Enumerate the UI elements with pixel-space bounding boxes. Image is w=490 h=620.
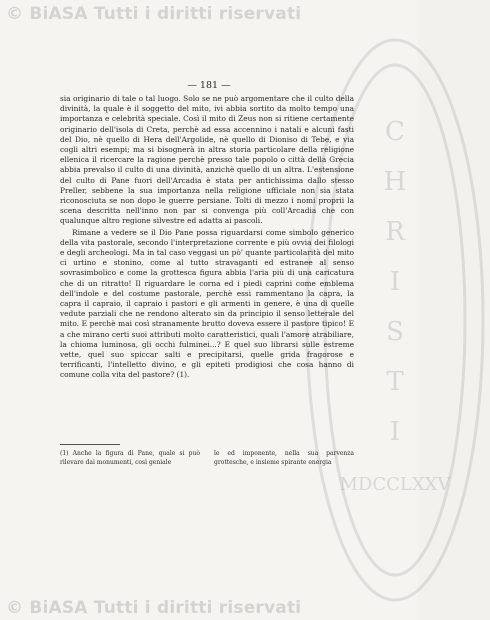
watermark-bottom: © BiASA Tutti i diritti riservati [6,598,302,618]
svg-text:T: T [386,367,404,397]
paragraph: Rimane a vedere se il Dio Pane possa riguardarsi come simbolo generico della vita pastorale, secondo l'interpretazione corrente e più ovvia dei filologi e degli archeologi. Ma in tal caso veggasi un pò' quante particolarità del mito ci urtino e stonino, come al tutto stravaganti ed estranee al senso sovrasimbolico e come la grottesca figura abbia l'aria più di una caricatura che di un ritratto! Il riguardare le corna ed i piedi caprini come emblema dell'indole e del costume pastorale, perchè essi rammentano la capra, la capra il capraio, il capraio i pastori e gli armenti in genere, è una di quelle vedute parziali che ne rendono alterato sin da principio il senso letterale del mito. E perchè mai così stranamente brutto doveva essere il pastore tipico! E a che mirano certi suoi attributi molto caratteristici, quali l'amore atrabiliare, la chioma luminosa, gli occhi fulminei...? E quel suo librarsi sulle estreme vette, quel suo spiccar salti e precipitarsi, quelle grida fragorose e terrificanti, l'intelletto divino, e gli epiteti prodigiosi che cosa hanno di comune colla vita del pastore? (1). [60,227,354,380]
svg-text:I: I [389,267,401,297]
footnote-separator [60,444,120,445]
svg-text:I: I [389,417,401,447]
paragraph: sia originario di tale o tal luogo. Solo se ne può argomentare che il culto della divinità, la quale è il soggetto del mito, ivi abbia sortito da molto tempo una importanza e celebrità speciale. Così il mito di Zeus non si ritiene certamente originario dell'isola di Creta, perchè ad essa accennino i natali e alcuni fasti del Dio, nè quello di Hera dell'Argolide, nè quello di Dioniso di Tebe, e via cogli altri esempi; ma si bisognerà in altra storia particolare della religione ellenica il ricercare la ragione perchè presso tale popolo o città della Grecia abbia prevalso il culto di una divinità, anzichè quello di un altra. L'estensione del culto di Pane fuori dell'Arcadia è stata per antichissima dallo stesso Preller, sebbene la sua importanza nella religione ufficiale non sia stata riconosciuta se non dopo le guerre persiane. Tolti di mezzo i nomi proprii la scena descritta nell'inno non par si convenga più coll'Arcadia che con qualunque altro regione silvestre ed adatta ai pascoli. [60,94,354,226]
footnotes [60,450,354,467]
watermark-top: © BiASA Tutti i diritti riservati [6,4,302,24]
page-number: — 181 — [187,80,231,91]
svg-text:MDCCLXXV: MDCCLXXV [339,474,451,495]
svg-text:S: S [386,317,404,347]
body-text [60,94,354,381]
svg-text:R: R [385,217,405,247]
svg-text:C: C [385,117,405,147]
svg-text:H: H [383,167,407,197]
footnote-right: le ed imponente, nella sua parvenza grottesche, e insieme spirante energia [214,450,354,466]
footnote-left: (1) Anche la figura di Pane, quale si può rilevare dai monumenti, così geniale [60,450,200,466]
